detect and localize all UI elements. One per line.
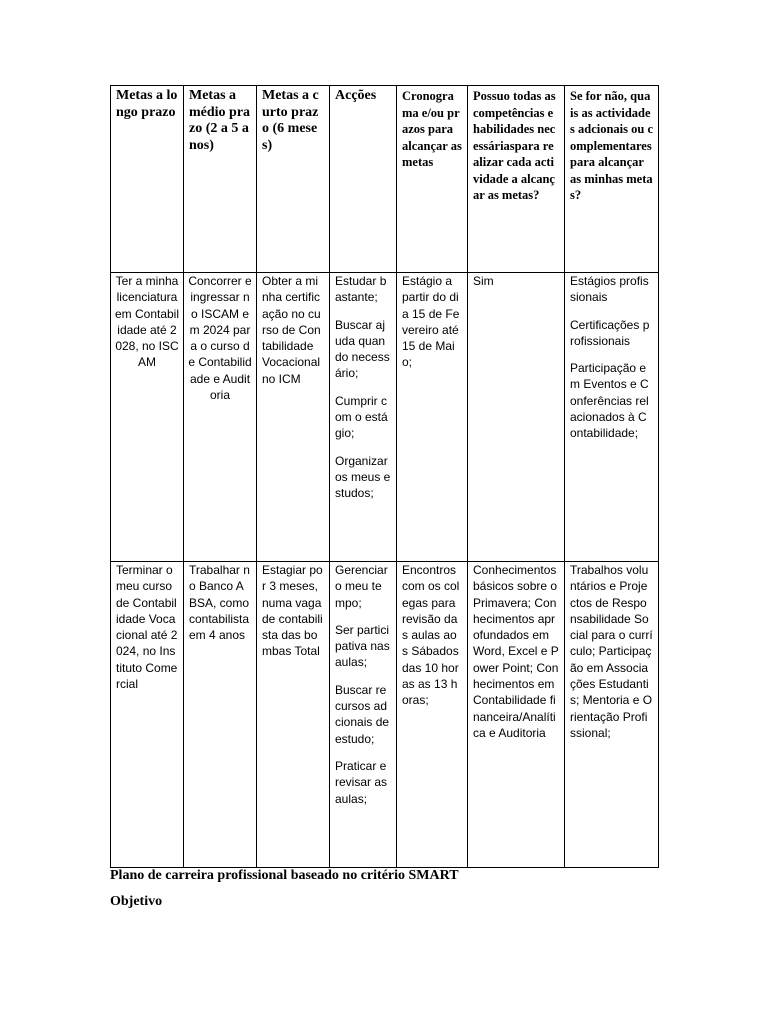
- action-item: Buscar ajuda quando necessário;: [335, 317, 390, 381]
- cell-schedule: Encontros com os colegas para revisão das aulas aos Sábados das 10 horas as 13 horas;: [397, 562, 468, 868]
- action-item: Organizar os meus estudos;: [335, 453, 391, 501]
- header-schedule: Cronograma e/ou prazos para alcançar as metas: [397, 86, 468, 273]
- action-item: Praticar e revisar as aulas;: [335, 758, 388, 806]
- header-short-term: Metas a curto prazo (6 meses): [257, 86, 330, 273]
- cell-skills: Conhecimentos básicos sobre o Primavera; Conhecimentos aprofundados em Word, Excel e Power Point; Conhecimentos em Contabilidade financeira/Analítica e Auditoria: [468, 562, 565, 868]
- table-row: [111, 562, 659, 868]
- career-plan-table: [110, 85, 659, 868]
- cell-long-term: Terminar o meu curso de Contabilidade Vocacional até 2024, no Instituto Comercial: [111, 562, 184, 868]
- additional-item: Estágios profissionais: [570, 274, 649, 305]
- cell-actions: [330, 562, 397, 868]
- additional-item: Certificações profissionais: [570, 317, 650, 348]
- action-item: Gerenciar o meu tempo;: [335, 563, 388, 610]
- cell-skills: Sim: [468, 273, 565, 562]
- cell-additional: [565, 273, 659, 562]
- cell-long-term: Ter a minha licenciatura em Contabilidade até 2028, no ISCAM: [111, 273, 184, 562]
- cell-additional: Trabalhos voluntários e Projectos de Responsabilidade Social para o currículo; Participação em Associações Estudantis; Mentoria e Orientação Profissional;: [565, 562, 659, 868]
- header-actions: Acções: [330, 86, 397, 273]
- cell-actions: [330, 273, 397, 562]
- action-item: Estudar bastante;: [335, 274, 387, 305]
- cell-medium-term: Trabalhar no Banco ABSA, como contabilista em 4 anos: [184, 562, 257, 868]
- document-title: Plano de carreira profissional baseado no critério SMART: [110, 868, 459, 883]
- cell-medium-term: Concorrer e ingressar no ISCAM em 2024 para o curso de Contabilidade e Auditoria: [184, 273, 257, 562]
- header-long-term: Metas a longo prazo: [111, 86, 184, 273]
- additional-item: Participação em Eventos e Conferências relacionados à Contabilidade;: [570, 361, 649, 441]
- cell-short-term: Obter a minha certificação no curso de Contabilidade Vocacional no ICM: [257, 273, 330, 562]
- header-skills: Possuo todas as competências e habilidades necessáriaspara realizar cada actividade a alcançar as metas?: [468, 86, 565, 273]
- action-item: Ser participativa nas aulas;: [335, 622, 390, 670]
- section-heading: Objetivo: [110, 894, 163, 909]
- table-header-row: [111, 86, 659, 273]
- header-medium-term: Metas a médio prazo (2 a 5 anos): [184, 86, 257, 273]
- header-additional: Se for não, quais as actividades adcionais ou complementares para alcançar as minhas metas?: [565, 86, 659, 273]
- cell-short-term: Estagiar por 3 meses, numa vaga de contabilista das bombas Total: [257, 562, 330, 868]
- action-item: Cumprir com o estágio;: [335, 393, 388, 441]
- table-row: [111, 273, 659, 562]
- action-item: Buscar recursos adcionais de estudo;: [335, 682, 390, 746]
- cell-schedule: Estágio a partir do dia 15 de Fevereiro até 15 de Maio;: [397, 273, 468, 562]
